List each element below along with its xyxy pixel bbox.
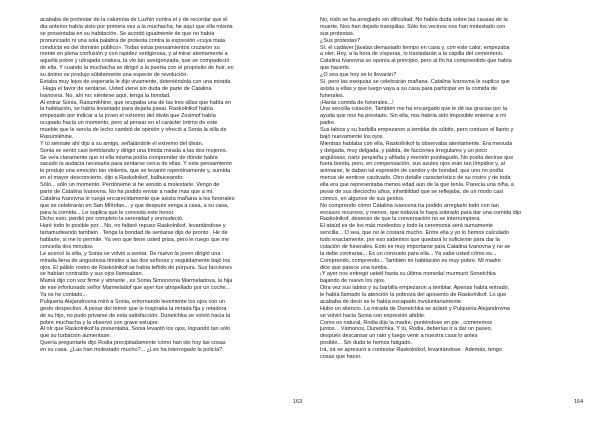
text-line: colación de funerales. Esto es muy importante para Catalina Ivanovna y no se — [320, 243, 511, 250]
text-line: acababa de protestar de la calumnia de Luzhin contra el y de recordar que el — [40, 17, 228, 23]
text-line: ¡Harás comida de funerales...! — [320, 99, 394, 106]
text-line: No, todo se ha arreglado sin dificultad. No había duda sobre las causas de la — [320, 17, 508, 23]
text-line: No comprendo cómo Catalina Ivanovna ha podido arreglarlo todo con tan — [320, 202, 499, 209]
text-line: después descansar un rato y luego venir a nuestra casa lo antes — [320, 333, 478, 340]
text-line: Le acercó la silla, y Sonia se volvió a sentar. De nuevo la joven dirigió una — [40, 250, 221, 257]
text-line: menos de sentirse cautivado. Otro detalle característico de su rostro y de toda — [320, 175, 511, 182]
right-page-text — [320, 17, 578, 361]
text-line: Dicho esto, perdió por completo la serenidad y enmudeció. — [40, 216, 184, 223]
text-line: fuera bonita, pero, en compensación, sus azules ojos eran tan límpidos y, al — [320, 161, 505, 168]
text-line: animarse, le daban tal expresión de candor y de bondad, que uno no podía — [320, 168, 504, 175]
text-line: Mientras hablaba con ella, Raskolnikof la observaba atentamente. Era menuda — [320, 140, 513, 147]
text-line: posible... Sin duda te hemos fatigado. — [320, 340, 413, 347]
text-line: Sonia se sentó casi temblando y dirigió una tímida mirada a las dos mujeres. — [40, 147, 228, 154]
text-line: sacado la audacia necesaria para sentarse cerca de ellas. Y este pensamiento — [40, 161, 232, 168]
text-line: cómico, en algunos de sus gestos. — [320, 195, 405, 202]
text-line: que se celebrarán en San Mitrofan... y que después venga a casa, a su casa, — [40, 202, 229, 209]
text-line: se volvió hacia Sonia con expresión afable. — [320, 312, 426, 319]
text-line: bajó nuevamente los ojos. — [320, 133, 384, 140]
text-line: en su casa. ¿Las han molestado mucho?... ¿Les ha interrogado la policía? — [40, 347, 223, 353]
text-line: Otra vez sus labios y su barbilla empezaron a temblar. Apenas había entrado, — [320, 285, 510, 292]
text-line: bajando de nuevo los ojos. — [320, 278, 386, 285]
text-line: Catalina Ivanovna se oponía al principio, pero al fin ha comprendido que había — [320, 58, 512, 65]
text-line: aquella pobre y ultrajada criatura, la vio tan avergonzada, que se compadeció — [40, 58, 230, 65]
text-line: para la comida... Le suplica que le conceda este honor. — [40, 209, 175, 216]
text-line: ayuda que nos ha prestado. Sin ella, nos habría sido imposible enterrar a mi — [320, 113, 506, 120]
text-line: conceda dos minutos. — [40, 243, 94, 250]
text-line: Sus labios y su barbilla empezaron a temblar de súbito, pero contuvo el llanto y — [320, 127, 514, 133]
text-line: Quería preguntarte dijo Rodia precipitadamente cómo han ido hoy las cosas — [40, 340, 226, 347]
text-line: Haré todo lo posible por... No, no faltaré repuso Raskolnikof, levantándose y — [40, 223, 226, 230]
text-line: le produjo una emoción tan violenta, que se levantó repentinamente y, sumida — [40, 168, 231, 175]
text-line: dice que parece una tumba. — [320, 264, 389, 271]
text-line: ocupado hacía un momento, pero al pensar en el carácter íntimo de este — [40, 120, 218, 127]
text-line: pesar de sus dieciocho años, infantilidad que se reflejaba, de un modo casi — [320, 188, 504, 195]
text-line: tartamudeando también . Tenga la bondad de sentarse dijo de pronto . He de — [40, 230, 228, 237]
text-line: funerales. — [320, 92, 345, 99]
text-line: parte de Catalina Ivanovna. No ha podido enviar a nadie más que a mí. — [40, 188, 214, 195]
text-line: su ánimo se produjo súbitamente una especie de revolución. — [40, 72, 188, 78]
text-line: hablarle, si me lo permite. Ya veo que tiene usted prisa, pero le ruego que me — [40, 237, 230, 243]
text-line: padre. — [320, 120, 336, 127]
left-page-number: 163 — [293, 399, 303, 405]
text-line: conducta es del dominio público». Todas estas pensamientos cruzaron su — [40, 44, 220, 51]
text-line: se presentaba en su habitación. Se acordó igualmente de que no había — [40, 30, 215, 37]
text-line: Irá, irá se apresuró a contestar Raskolnikof, levantándose . Además, tengo — [320, 347, 502, 353]
text-line: que su turbación aumentase. — [40, 333, 111, 340]
text-line: Comprendo, comprendo... También mi habitación es muy pobre. Mi madre — [320, 257, 501, 264]
text-line: dia anterior había visto por primera vez a la muchacha, he aquí que ella misma — [40, 23, 233, 30]
text-line: Y tú siéntate ahí dijo a su amigo, señalándole el extremo del diván. — [40, 140, 204, 147]
text-line: . Haga el favor de sentarse. Usted viene sin duda de parte de Catalina — [40, 85, 212, 92]
text-line: a oler. Hoy, a la hora de vísperas, lo trasladarán a la capilla del cementerio. — [320, 51, 504, 58]
text-line: Al oír que Raskolnikof la presentaba, Sonia levantó los ojos, lograndó tan sólo — [40, 326, 231, 333]
text-line: muerte. Nos han dejado tranquilas. Sólo los vecinos nos han molestado con — [320, 23, 506, 30]
text-line: escasos recursos, y menos, que todavía le haya sobrado para dar una comida dijo — [320, 209, 522, 216]
text-line: Raskolnikof, deseoso de que la conversación no se interrumpiera. — [320, 216, 481, 223]
text-line: Ya os he contado... — [40, 292, 87, 298]
text-line: El ataúd es de los más modestos y todo la ceremonia será sumamente — [320, 223, 494, 230]
text-line: ¿Sus protestas? — [320, 37, 361, 44]
text-line: empezado por indicar a la joven el extremo del diván que Zosimof había — [40, 113, 216, 120]
text-line: la habitación, se había levantado para dejarla pasar. Raskolnikof había — [40, 106, 213, 113]
left-page — [40, 17, 298, 411]
text-line: mirada llena de angustiosa timidez a las dos señoras y seguidamente bajó los — [40, 257, 231, 264]
text-line: ojos. El pálido rostro de Raskolnikof se había teñido de púrpura. Sus facciones — [40, 264, 233, 271]
text-line: Se veía claramente que ni ella misma podía comprender de dónde había — [40, 154, 218, 161]
text-line: se habían contraído y sus ojos llameaban. — [40, 271, 144, 278]
text-line: Sí, pero las exequias se celebrarán mañana. Catalina Ivanovna le suplica que — [320, 78, 510, 85]
text-line: y delgada, muy delgada, y pálida, de facciones irregulares y un poco — [320, 147, 488, 154]
text-line: gesto despectivo. A pesar del temor que le inspiraba la mirada fija y retadora — [40, 305, 227, 312]
right-page-number: 164 — [574, 399, 584, 405]
text-line: Rasumikhine. — [40, 133, 74, 140]
text-line: Una sencilla colación. También me ha encargado que le dé las gracias por la — [320, 106, 508, 113]
left-page-text — [40, 17, 298, 354]
text-line: todo exactamente, por eso sabemos que quedará lo suficiente para dar la — [320, 237, 500, 243]
text-line: sus protestas. — [320, 30, 355, 37]
text-line: le había llamado la atención la pobreza del aposento de Raskolnikof. Lo que — [320, 292, 507, 298]
text-line: Al entrar Sonia, Rasumikhine, que ocupaba una de las tres sillas que había en — [40, 99, 232, 106]
right-page — [320, 17, 578, 411]
text-line: asista a ellas y que luego vaya a su casa para participar en la comida de — [320, 85, 498, 92]
text-line: ella era que representaba menos edad aún de la que tenía. Parecía una niña, a — [320, 182, 514, 188]
text-line: mueble que le servía de lecho cambió de opinión y ofreció a Sonia la silla de — [40, 127, 227, 133]
text-line: ¡Y ayer nos entregó usted hasta su última moneda! murmuró Sonetchka — [320, 271, 496, 278]
text-line: Hubo un silencio. La mirada de Dunetchka se aclaró y Pulqueria Alejandrovna — [320, 305, 510, 312]
text-line: en el mayor desconcierto, dijo a Raskolnikof, balbuceando: — [40, 175, 184, 182]
text-line: cosas que hacer. — [320, 353, 362, 360]
text-line: la debe contrariar... Es un consuelo para ella... Ya sabe usted cómo es... — [320, 250, 497, 257]
text-line: pronunciado ni una sola palabra de protesta contra la expresión «cuya mala — [40, 37, 225, 44]
text-line: Sólo... sólo un momento. Perdóneme si he venido a molestarle. Vengo de — [40, 182, 220, 188]
text-line: Estaba muy lejos de esperarla le dijo vivamente, deteniéndola con una mirada — [40, 78, 231, 85]
text-line: Sí, el cadáver [ávalas demasiado tiempo en casa y, con este calor, empezaba — [320, 44, 510, 51]
text-line: de ella. Y cuando la muchacha se dirigió a la puerta con el propósito de huir, en — [40, 65, 234, 72]
text-line: angulosas, nariz pequeña y afilada y mentón puntiagudo. No podía decirse que — [320, 154, 514, 161]
text-line: Catalina Ivanovna le ruega encarecidamente que asista mañana a los funerales — [40, 195, 235, 202]
text-line: de su hijo, no pudo privarse de esta satisfacción. Dunetchka se volvió hacia la — [40, 312, 231, 319]
text-line: acababa de decir se le había escapado involuntariamente. — [320, 298, 463, 305]
text-line: sencilla... O sea, que no le costará mucho. Entre ella y yo lo hemos calculado — [320, 230, 509, 237]
text-line: Como es natural, Rodia dijo la madre, poniéndose en pie , comeremos — [320, 319, 493, 326]
text-line: juntos... Vámonos, Dunetchka. Y tú, Rodia, deberías ir a dar un paseo, — [320, 326, 493, 333]
text-line: Ivanovna. No, ahí no; siéntese aquí, tenga la bondad. — [40, 92, 171, 99]
text-line: Mamá dijo con voz firme y vibrante , es Sonia Simonovna Marmeladova, la hija — [40, 278, 233, 285]
text-line: mente en plena confusión y con rapidez vertiginosa, y al mirar atentamente a — [40, 51, 228, 58]
text-line: Pulqueria Alejandrovna miró a Sonia, entornando levemente los ojos con un — [40, 298, 225, 305]
text-line: de ese infortunado señor Marmeladof que ayer fue atropellado por un coche... — [40, 285, 231, 292]
text-line: pobre muchacha y la observó con grave estupor. — [40, 319, 159, 326]
text-line: que hacerlo. — [320, 65, 351, 72]
text-line: ¿O sea que hoy se lo llevarán? — [320, 72, 397, 78]
